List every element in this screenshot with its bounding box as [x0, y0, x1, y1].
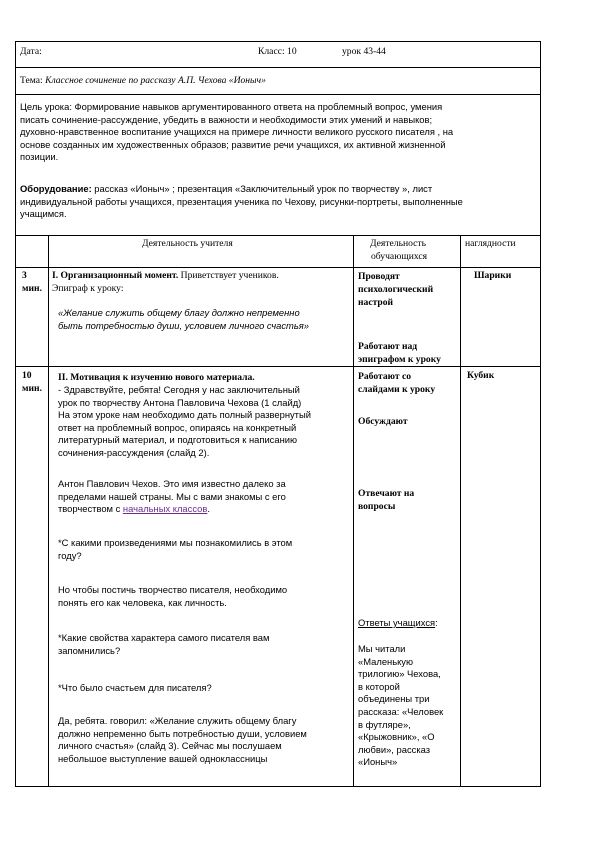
goal-line: основе созданных им художественных образов; развитие речи учащихся, их активной жизненной [20, 138, 446, 150]
answer-line: «Маленькую [358, 655, 414, 667]
activity-line: настрой [358, 297, 394, 308]
row2-conclusion [58, 715, 307, 765]
equipment-first-line [20, 183, 463, 196]
equipment-label: Оборудование: [20, 183, 92, 194]
text-line: должно непременно быть потребностью души, условием [58, 727, 307, 739]
column-header-teacher: Деятельность учителя [142, 238, 233, 249]
text-line: литературный материал, и подготовиться к написанию [58, 434, 298, 446]
row1-stage-title: I. Организационный момент. [52, 270, 179, 281]
row-divider-columns [15, 267, 541, 268]
text-suffix: . [207, 503, 210, 515]
row2-answers-label [358, 617, 438, 630]
text-line: небольшое выступление вашей одноклассницы [58, 752, 268, 764]
class-label: Класс: 10 [258, 46, 297, 57]
row1-epigraph-label: Эпиграф к уроку: [52, 283, 124, 294]
text-line: Антон Павлович Чехов. Это имя известно далеко за [58, 478, 286, 489]
activity-line: Проводят [358, 271, 400, 282]
column-divider-students [460, 235, 461, 787]
goal-line: писать сочинение-рассуждение, убедить в важности и необходимости этих умений и навыков; [20, 113, 433, 125]
answer-line: любви», рассказ [358, 743, 431, 755]
text-line: Да, ребята. говорил: «Желание служить общему благу [58, 715, 297, 726]
row1-student-activity-b [358, 340, 441, 366]
answers-label-colon: : [435, 617, 438, 628]
topic-label: Тема: [20, 75, 43, 86]
text-line: Но чтобы постичь творчество писателя, необходимо [58, 584, 288, 595]
row2-student-activity-c [358, 487, 414, 513]
row2-student-activity-b: Обсуждают [358, 416, 408, 427]
row2-about-chekhov [58, 478, 286, 516]
answer-line: трилогию» Чехова, [358, 668, 441, 680]
text-line: понять его как человека, как личность. [58, 596, 227, 608]
text-line: личного счастья» (слайд 3). Сейчас мы послушаем [58, 740, 282, 752]
activity-line: вопросы [358, 501, 396, 512]
row1-visual: Шарики [474, 270, 512, 281]
primary-classes-link[interactable]: начальных классов [122, 503, 208, 515]
answer-line: в которой [358, 680, 400, 692]
row2-time-unit: мин. [22, 383, 42, 394]
row2-time-value: 10 [22, 370, 32, 381]
quote-line: быть потребностью души, условием личного счастья» [58, 319, 309, 331]
row1-epigraph-quote [58, 307, 309, 332]
column-header-visual: наглядности [465, 238, 516, 249]
row2-personality-note [58, 584, 287, 609]
text-line: На этом уроке нам необходимо дать полный развернутый [58, 409, 311, 421]
row1-stage [52, 270, 279, 282]
answer-line: рассказа: «Человек [358, 705, 444, 717]
row2-intro [58, 384, 311, 460]
row2-student-activity-a [358, 370, 435, 396]
equipment-line: индивидуальной работы учащихся, презентация ученика по Чехову, рисунки-портреты, выполненные [20, 195, 463, 207]
goal-line: Цель урока: Формирование навыков аргументированного ответа на проблемный вопрос, умения [20, 101, 443, 112]
equipment-text: рассказ «Ионыч» ; презентация «Заключительный урок по творчеству », лист [91, 183, 433, 194]
answer-line: в футляре», [358, 718, 411, 730]
text-line: запомнились? [58, 644, 121, 656]
activity-line: Работают со [358, 371, 411, 382]
row2-stage-title: II. Мотивация к изучению нового материала. [58, 372, 255, 383]
column-divider-time [48, 235, 49, 787]
date-label: Дата: [20, 46, 42, 57]
row1-time-value: 3 [22, 270, 27, 281]
goal-line: духовно-нравственное воспитание учащихся на примере личности великого русского писателя , на [20, 126, 454, 138]
row-divider-stage1 [15, 366, 541, 367]
answer-line: «Ионыч» [358, 756, 398, 768]
text-prefix: творчеством с [58, 503, 123, 515]
activity-line: Работают над [358, 341, 418, 352]
column-divider-teacher [353, 235, 354, 787]
text-line: году? [58, 549, 82, 561]
equipment [20, 183, 463, 221]
text-line: пределами нашей страны. Мы с вами знакомы с его [58, 490, 286, 502]
answer-line: «Крыжовник», «О [358, 731, 435, 743]
answer-line: объединены три [358, 693, 430, 705]
answer-line: Мы читали [358, 643, 406, 654]
text-line: урок по творчеству Антона Павловича Чехова (1 слайд) [58, 396, 302, 408]
row1-stage-text: Приветствует учеников. [178, 270, 279, 281]
row-divider-topic [15, 94, 541, 95]
column-header-students-1: Деятельность [370, 238, 426, 249]
text-line: сочинения-рассуждения (слайд 2). [58, 446, 210, 458]
row2-question-1 [58, 537, 292, 562]
row2-visual: Кубик [467, 370, 495, 381]
row1-time-unit: мин. [22, 283, 42, 294]
lesson-goal [20, 101, 453, 164]
row2-answers [358, 643, 443, 769]
topic-line [20, 75, 266, 87]
goal-line: позиции. [20, 151, 59, 163]
row2-question-2 [58, 632, 269, 657]
lesson-label: урок 43-44 [342, 46, 386, 57]
answers-label-text: Ответы учащихся [358, 617, 436, 628]
equipment-line: учащимся. [20, 208, 67, 220]
activity-line: психологический [358, 284, 434, 295]
topic-text: Классное сочинение по рассказу А.П. Чехова «Ионыч» [45, 75, 266, 86]
activity-line: эпиграфом к уроку [358, 354, 441, 365]
quote-line: «Желание служить общему благу должно непременно [58, 307, 300, 318]
row-divider-header [15, 67, 541, 68]
text-line: *Какие свойства характера самого писателя вам [58, 632, 270, 643]
activity-line: Отвечают на [358, 488, 415, 499]
text-line: ответ на проблемный вопрос, опираясь на конкретный [58, 421, 297, 433]
row1-student-activity-a [358, 270, 433, 309]
activity-line: слайдами к уроку [358, 384, 436, 395]
text-line: - Здравствуйте, ребята! Сегодня у нас заключительный [58, 384, 300, 395]
text-line: *С какими произведениями мы познакомились в этом [58, 537, 293, 548]
column-header-students-2: обучающихся [371, 251, 428, 262]
text-line [58, 503, 286, 516]
row-divider-info [15, 235, 541, 236]
row2-question-3: *Что было счастьем для писателя? [58, 682, 212, 693]
